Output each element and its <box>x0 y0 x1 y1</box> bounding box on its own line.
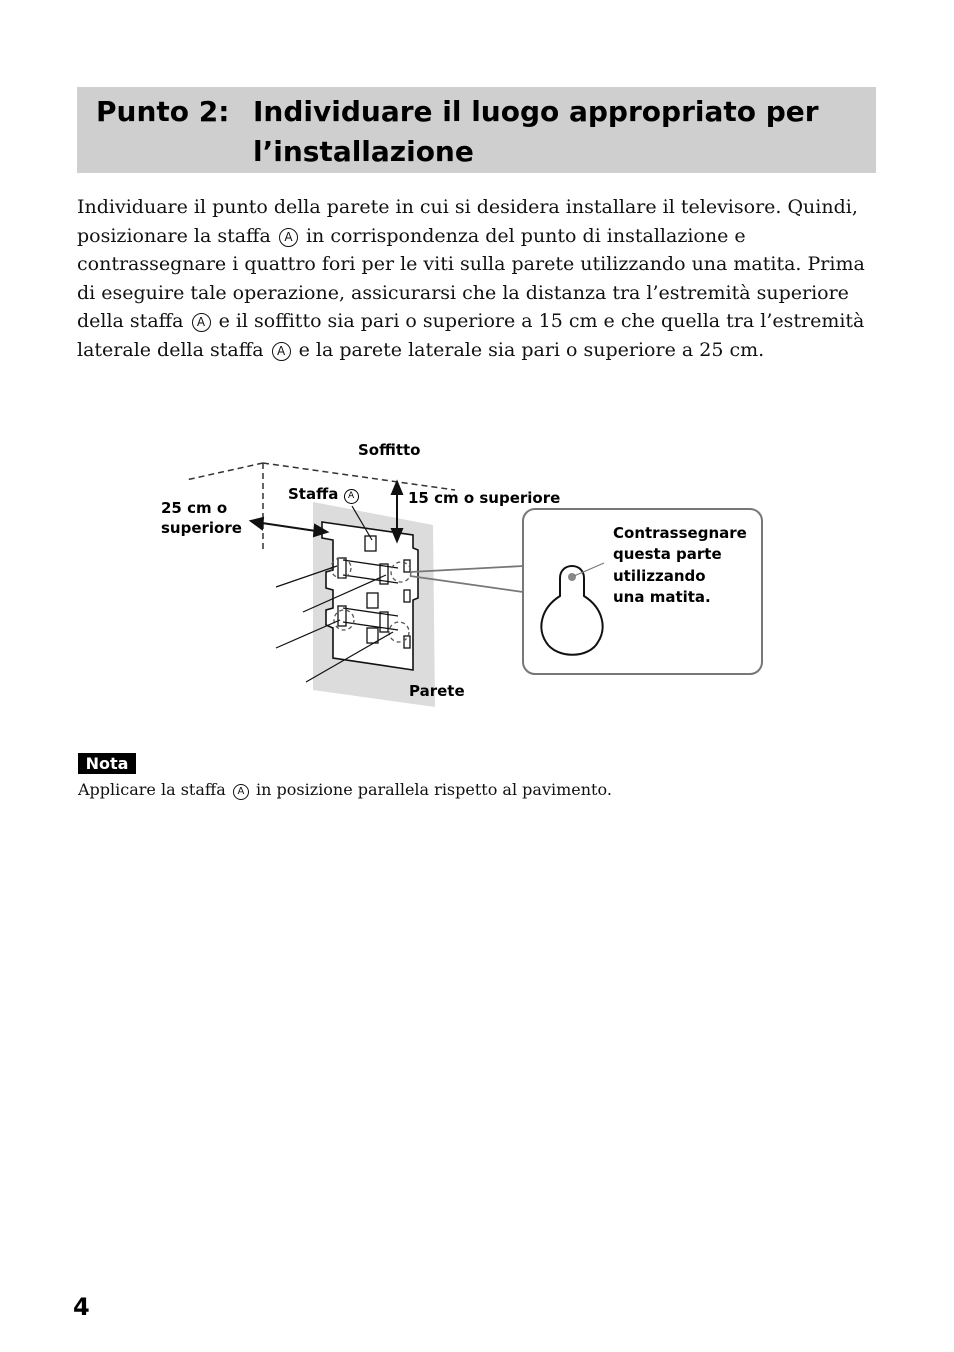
callout-text-2: questa parte <box>613 545 722 563</box>
instructions-part-3: e il soffitto sia pari o superiore a 15 cm e che quella tra l’estremità laterale della staffa <box>77 310 865 361</box>
callout-text-1: Contrassegnare <box>613 524 747 542</box>
note-text: Applicare la staffa A in posizione parallela rispetto al pavimento. <box>78 780 612 799</box>
instructions-part-2: in corrispondenza del punto di installazione e contrassegnare i quattro fori per le viti sulla parete utilizzando una matita. Prima di eseguire tale operazione, assicurarsi che la distanza tra l’estremità superiore della staffa <box>77 224 865 332</box>
page-number: 4 <box>73 1293 90 1321</box>
side-distance-arrow <box>262 523 316 531</box>
instructions-part-4: e la parete laterale sia pari o superiore a 25 cm. <box>298 338 765 361</box>
step-title: Individuare il luogo appropriato per l’installazione <box>253 95 819 168</box>
bracket-marker-icon: A <box>233 784 249 800</box>
bracket-marker-icon: A <box>272 342 291 361</box>
pencil-mark <box>568 573 576 581</box>
bracket-label: Staffa A <box>288 484 359 505</box>
bracket-marker-icon: A <box>279 228 298 247</box>
bracket-marker-icon: A <box>344 489 359 504</box>
side-distance-label-2: superiore <box>161 519 242 537</box>
step-number: Punto 2: <box>96 95 230 128</box>
note-badge: Nota <box>78 753 136 774</box>
instructions-part-1: Individuare il punto della parete in cui si desidera installare il televisore. Quindi, posizionare la staffa <box>77 196 858 247</box>
wall-label: Parete <box>409 682 465 700</box>
callout-text-4: una matita. <box>613 588 711 606</box>
ceiling-side-line <box>186 463 263 480</box>
bracket-marker-icon: A <box>192 313 211 332</box>
callout-text-3: utilizzando <box>613 567 706 585</box>
ceiling-label: Soffitto <box>358 441 421 459</box>
side-distance-label-1: 25 cm o <box>161 499 228 517</box>
top-distance-label: 15 cm o superiore <box>408 489 561 507</box>
